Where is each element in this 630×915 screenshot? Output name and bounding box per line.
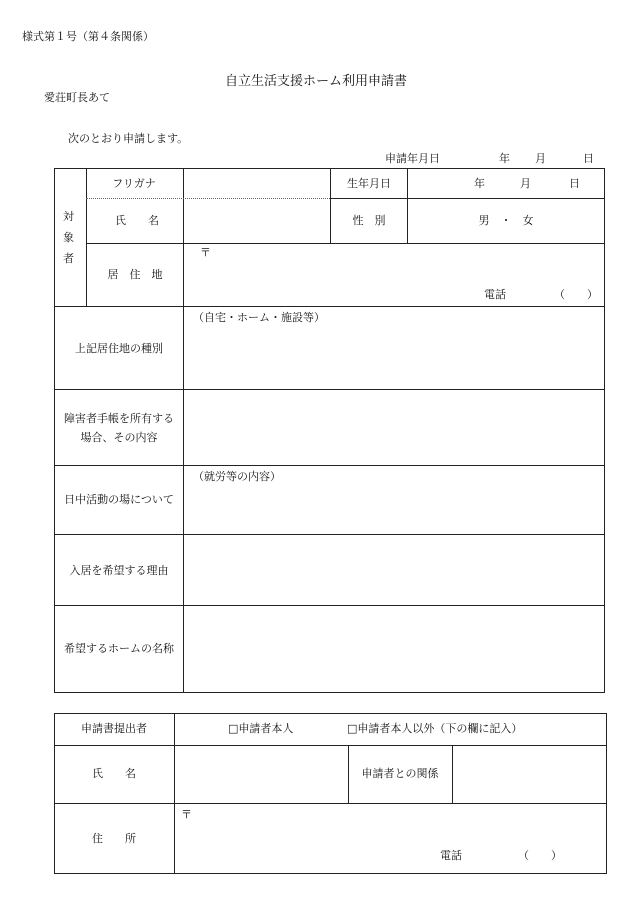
birth-day: 日 bbox=[569, 177, 580, 190]
intro-text: 次のとおり申請します。 bbox=[68, 132, 189, 145]
form-number: 様式第１号（第４条関係） bbox=[22, 30, 154, 43]
residence-phone-label: 電話 bbox=[484, 288, 506, 301]
subject-label-char-2: 象 bbox=[63, 231, 74, 244]
subject-label bbox=[63, 206, 77, 269]
addressee: 愛荘町長あて bbox=[44, 91, 110, 104]
handbook-label-line2: 場合、その内容 bbox=[80, 431, 158, 444]
name-label: 氏 名 bbox=[115, 214, 159, 227]
submitter-postal-mark: 〒 bbox=[181, 808, 192, 821]
birth-year: 年 bbox=[474, 177, 485, 190]
submitter-phone-label: 電話 bbox=[440, 849, 462, 862]
document-title: 自立生活支援ホーム利用申請書 bbox=[224, 74, 408, 89]
reason-label: 入居を希望する理由 bbox=[69, 564, 169, 577]
daytime-note: （就労等の内容） bbox=[193, 470, 281, 483]
residence-postal-mark: 〒 bbox=[200, 246, 211, 259]
application-date-year: 年 bbox=[499, 152, 510, 165]
submitter-option-self[interactable]: □申請者本人 bbox=[228, 722, 294, 735]
residence-phone-paren: （ ） bbox=[554, 288, 598, 301]
submitter-label: 申請書提出者 bbox=[81, 722, 147, 735]
home-name-label: 希望するホームの名称 bbox=[64, 642, 174, 655]
relation-label: 申請者との関係 bbox=[361, 767, 439, 780]
application-date-month: 月 bbox=[535, 152, 546, 165]
birth-month: 月 bbox=[520, 177, 531, 190]
name-field[interactable] bbox=[186, 201, 328, 241]
subject-label-char-3: 者 bbox=[63, 252, 74, 265]
furigana-label: フリガナ bbox=[112, 177, 156, 190]
daytime-label: 日中活動の場について bbox=[64, 493, 174, 506]
furigana-field[interactable] bbox=[186, 170, 328, 196]
application-date-day: 日 bbox=[583, 152, 594, 165]
residence-type-note: （自宅・ホーム・施設等） bbox=[193, 311, 325, 324]
handbook-label-line1: 障害者手帳を所有する bbox=[64, 412, 174, 425]
birth-date-label: 生年月日 bbox=[347, 177, 391, 190]
submitter-address-label: 住 所 bbox=[92, 832, 136, 845]
submitter-name-label: 氏 名 bbox=[92, 767, 136, 780]
submitter-phone-paren: （ ） bbox=[518, 849, 562, 862]
sex-options[interactable]: 男 ・ 女 bbox=[478, 214, 534, 227]
subject-label-char-1: 対 bbox=[63, 210, 74, 223]
sex-label: 性 別 bbox=[352, 214, 386, 227]
residence-type-label: 上記居住地の種別 bbox=[75, 342, 163, 355]
submitter-option-other[interactable]: □申請者本人以外（下の欄に記入） bbox=[347, 722, 523, 735]
application-date-label: 申請年月日 bbox=[385, 152, 440, 165]
residence-label: 居 住 地 bbox=[107, 268, 163, 281]
